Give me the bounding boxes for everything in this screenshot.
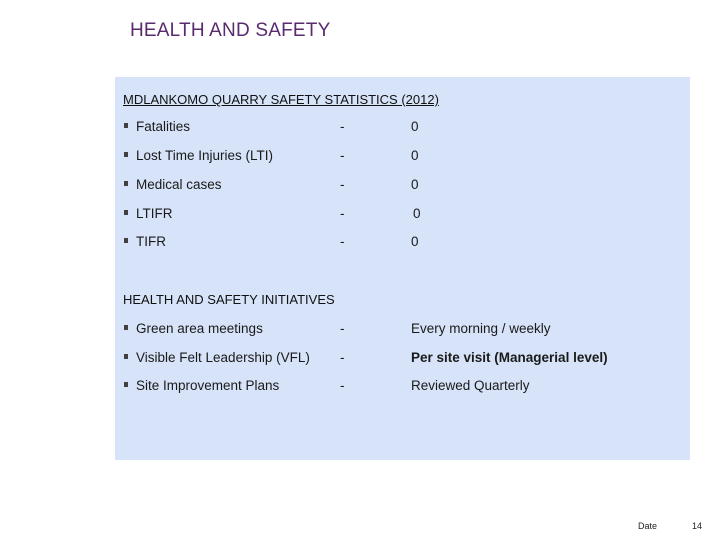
stat-value: 0 — [411, 119, 419, 134]
initiative-label: Site Improvement Plans — [136, 378, 280, 393]
initiative-dash: - — [340, 378, 345, 393]
stat-row-ltifr — [115, 206, 690, 226]
page-number: 14 — [692, 521, 703, 531]
stat-dash: - — [340, 119, 345, 134]
square-bullet-icon — [124, 354, 128, 359]
initiative-row-site-improvement — [115, 378, 690, 398]
footer-date: Date — [638, 521, 658, 531]
square-bullet-icon — [124, 210, 128, 215]
stat-label: Fatalities — [136, 119, 191, 134]
stat-label: TIFR — [136, 234, 166, 249]
initiative-row-vfl — [115, 350, 690, 370]
stat-dash: - — [340, 177, 345, 192]
stat-value: 0 — [411, 234, 419, 249]
stat-row-lti — [115, 148, 690, 168]
square-bullet-icon — [124, 325, 128, 330]
stat-row-fatalities — [115, 119, 690, 139]
stat-label: LTIFR — [136, 206, 173, 221]
initiative-label: Green area meetings — [136, 321, 263, 336]
initiatives-heading: HEALTH AND SAFETY INITIATIVES — [123, 292, 335, 307]
stat-value: 0 — [411, 148, 419, 163]
stat-row-tifr — [115, 234, 690, 254]
initiative-row-green-area — [115, 321, 690, 341]
stat-dash: - — [340, 234, 345, 249]
initiative-dash: - — [340, 350, 345, 365]
stat-label: Lost Time Injuries (LTI) — [136, 148, 274, 163]
square-bullet-icon — [124, 123, 128, 128]
statistics-heading: MDLANKOMO QUARRY SAFETY STATISTICS (2012) — [123, 92, 439, 107]
content-panel — [115, 77, 690, 460]
stat-row-medical-cases — [115, 177, 690, 197]
square-bullet-icon — [124, 382, 128, 387]
initiative-value: Reviewed Quarterly — [411, 378, 530, 393]
initiative-dash: - — [340, 321, 345, 336]
slide-title: HEALTH AND SAFETY — [130, 20, 331, 41]
square-bullet-icon — [124, 238, 128, 243]
stat-dash: - — [340, 148, 345, 163]
initiative-value: Per site visit (Managerial level) — [411, 350, 608, 365]
stat-dash: - — [340, 206, 345, 221]
stat-value: 0 — [413, 206, 421, 221]
initiative-value: Every morning / weekly — [411, 321, 551, 336]
square-bullet-icon — [124, 152, 128, 157]
initiative-label: Visible Felt Leadership (VFL) — [136, 350, 310, 365]
square-bullet-icon — [124, 181, 128, 186]
stat-label: Medical cases — [136, 177, 222, 192]
stat-value: 0 — [411, 177, 419, 192]
